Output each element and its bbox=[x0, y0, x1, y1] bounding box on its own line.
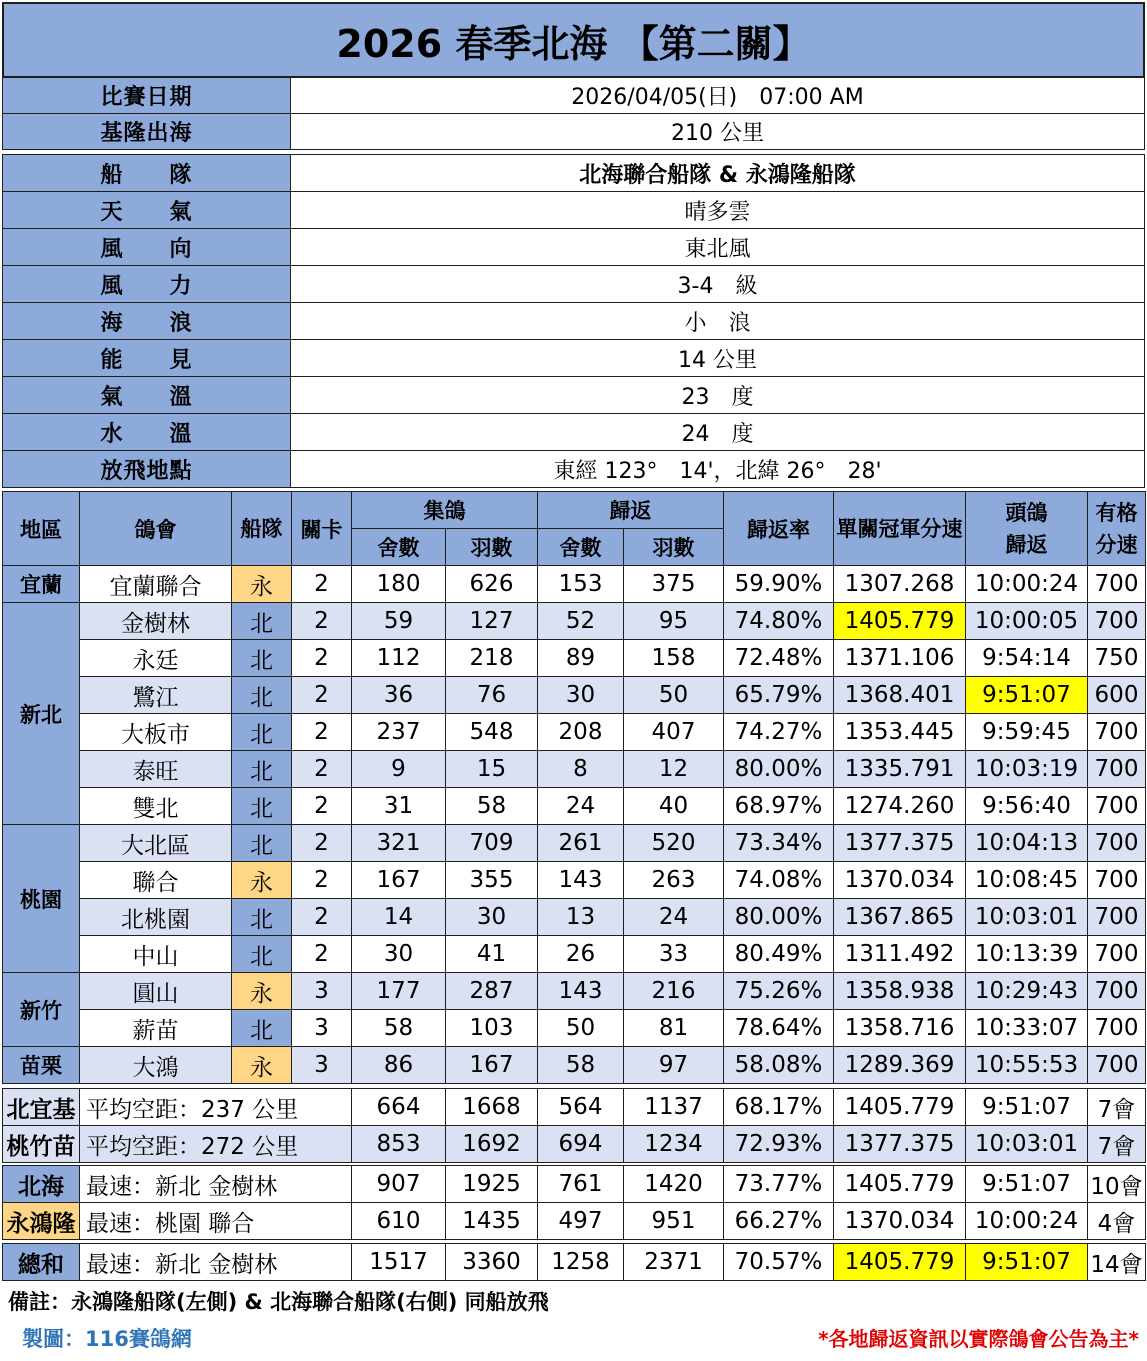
table-row bbox=[3, 899, 1146, 936]
return-birds-cell: 951 bbox=[624, 1203, 724, 1240]
first-bird-cell: 10:00:24 bbox=[966, 566, 1088, 603]
info-label: 氣 溫 bbox=[3, 377, 291, 414]
collect-lofts-cell: 9 bbox=[352, 751, 446, 788]
qualify-cell: 750 bbox=[1088, 640, 1146, 677]
collect-birds-cell: 218 bbox=[446, 640, 538, 677]
return-lofts-cell: 24 bbox=[538, 788, 624, 825]
stage-cell: 2 bbox=[292, 714, 352, 751]
rate-cell: 72.48% bbox=[724, 640, 834, 677]
summary-row bbox=[3, 1166, 1146, 1203]
summary-desc: 最速：新北 金樹林 bbox=[80, 1244, 352, 1281]
return-lofts-cell: 58 bbox=[538, 1047, 624, 1084]
boat-cell: 北 bbox=[232, 751, 292, 788]
speed-cell: 1405.779 bbox=[834, 603, 966, 640]
info-value: 24 度 bbox=[291, 414, 1145, 451]
collect-lofts-cell: 167 bbox=[352, 862, 446, 899]
header-collect-birds: 羽數 bbox=[446, 529, 538, 566]
rate-cell: 74.27% bbox=[724, 714, 834, 751]
area-summary-table bbox=[2, 1088, 1146, 1163]
qualify-cell: 700 bbox=[1088, 973, 1146, 1010]
speed-cell: 1370.034 bbox=[834, 862, 966, 899]
club-cell: 金樹林 bbox=[80, 603, 232, 640]
collect-lofts-cell: 86 bbox=[352, 1047, 446, 1084]
first-bird-cell: 9:54:14 bbox=[966, 640, 1088, 677]
club-cell: 大北區 bbox=[80, 825, 232, 862]
rate-cell: 68.97% bbox=[724, 788, 834, 825]
header-return-lofts: 舍數 bbox=[538, 529, 624, 566]
table-row bbox=[3, 862, 1146, 899]
stage-cell: 2 bbox=[292, 899, 352, 936]
info-row bbox=[3, 340, 1145, 377]
speed-cell: 1368.401 bbox=[834, 677, 966, 714]
info-row bbox=[3, 192, 1145, 229]
rate-cell: 74.08% bbox=[724, 862, 834, 899]
qualify-cell: 700 bbox=[1088, 751, 1146, 788]
summary-desc: 最速：新北 金樹林 bbox=[80, 1166, 352, 1203]
first-bird-cell: 10:00:05 bbox=[966, 603, 1088, 640]
speed-cell: 1358.938 bbox=[834, 973, 966, 1010]
boat-cell: 北 bbox=[232, 1010, 292, 1047]
return-lofts-cell: 26 bbox=[538, 936, 624, 973]
info-row bbox=[3, 303, 1145, 340]
info-value: 東經 123° 14'，北緯 26° 28' bbox=[291, 451, 1145, 488]
stage-cell: 2 bbox=[292, 825, 352, 862]
info-row bbox=[3, 229, 1145, 266]
return-lofts-cell: 89 bbox=[538, 640, 624, 677]
collect-lofts-cell: 59 bbox=[352, 603, 446, 640]
info-row bbox=[3, 377, 1145, 414]
collect-birds-cell: 30 bbox=[446, 899, 538, 936]
rate-cell: 78.64% bbox=[724, 1010, 834, 1047]
qualify-cell: 7會 bbox=[1088, 1089, 1146, 1126]
info-label: 基隆出海 bbox=[3, 114, 291, 150]
info-label: 船 隊 bbox=[3, 155, 291, 192]
conditions-table bbox=[2, 154, 1145, 488]
collect-lofts-cell: 664 bbox=[352, 1089, 446, 1126]
region-cell: 桃園 bbox=[3, 825, 80, 973]
club-cell: 聯合 bbox=[80, 862, 232, 899]
return-birds-cell: 40 bbox=[624, 788, 724, 825]
speed-cell: 1371.106 bbox=[834, 640, 966, 677]
speed-cell: 1405.779 bbox=[834, 1244, 966, 1281]
qualify-cell: 700 bbox=[1088, 1047, 1146, 1084]
first-bird-cell: 10:33:07 bbox=[966, 1010, 1088, 1047]
return-lofts-cell: 694 bbox=[538, 1126, 624, 1163]
return-birds-cell: 95 bbox=[624, 603, 724, 640]
stage-cell: 3 bbox=[292, 1047, 352, 1084]
region-cell: 新北 bbox=[3, 603, 80, 825]
collect-lofts-cell: 180 bbox=[352, 566, 446, 603]
boat-cell: 永 bbox=[232, 1047, 292, 1084]
boat-cell: 北 bbox=[232, 899, 292, 936]
info-value: 210 公里 bbox=[291, 114, 1145, 150]
header-qualify: 有格分速 bbox=[1088, 492, 1146, 566]
return-lofts-cell: 1258 bbox=[538, 1244, 624, 1281]
region-cell: 宜蘭 bbox=[3, 566, 80, 603]
info-value: 晴多雲 bbox=[291, 192, 1145, 229]
results-body bbox=[3, 492, 1146, 1084]
info-row bbox=[3, 155, 1145, 192]
return-birds-cell: 520 bbox=[624, 825, 724, 862]
return-birds-cell: 407 bbox=[624, 714, 724, 751]
return-lofts-cell: 261 bbox=[538, 825, 624, 862]
first-bird-cell: 10:03:01 bbox=[966, 899, 1088, 936]
info-label: 海 浪 bbox=[3, 303, 291, 340]
summary-label: 永鴻隆 bbox=[3, 1203, 80, 1240]
info-row bbox=[3, 78, 1145, 114]
total-summary-table bbox=[2, 1243, 1146, 1281]
rate-cell: 65.79% bbox=[724, 677, 834, 714]
collect-birds-cell: 1435 bbox=[446, 1203, 538, 1240]
page-title: 2026 春季北海 【第二關】 bbox=[3, 3, 1144, 77]
speed-cell: 1307.268 bbox=[834, 566, 966, 603]
collect-birds-cell: 58 bbox=[446, 788, 538, 825]
return-birds-cell: 158 bbox=[624, 640, 724, 677]
return-birds-cell: 375 bbox=[624, 566, 724, 603]
summary-row bbox=[3, 1244, 1146, 1281]
rate-cell: 80.00% bbox=[724, 899, 834, 936]
return-lofts-cell: 564 bbox=[538, 1089, 624, 1126]
collect-lofts-cell: 321 bbox=[352, 825, 446, 862]
collect-lofts-cell: 112 bbox=[352, 640, 446, 677]
return-lofts-cell: 13 bbox=[538, 899, 624, 936]
header-collect: 集鴿 bbox=[352, 492, 538, 529]
credit-label: 製圖：116賽鴿網 bbox=[22, 1327, 192, 1351]
info-label: 放飛地點 bbox=[3, 451, 291, 488]
speed-cell: 1274.260 bbox=[834, 788, 966, 825]
stage-cell: 2 bbox=[292, 603, 352, 640]
return-lofts-cell: 143 bbox=[538, 973, 624, 1010]
collect-birds-cell: 287 bbox=[446, 973, 538, 1010]
stage-cell: 2 bbox=[292, 862, 352, 899]
speed-cell: 1289.369 bbox=[834, 1047, 966, 1084]
return-birds-cell: 216 bbox=[624, 973, 724, 1010]
table-row bbox=[3, 825, 1146, 862]
rate-cell: 75.26% bbox=[724, 973, 834, 1010]
boat-cell: 永 bbox=[232, 566, 292, 603]
collect-birds-cell: 3360 bbox=[446, 1244, 538, 1281]
stage-cell: 2 bbox=[292, 677, 352, 714]
collect-lofts-cell: 177 bbox=[352, 973, 446, 1010]
table-row bbox=[3, 788, 1146, 825]
boat-cell: 北 bbox=[232, 640, 292, 677]
stage-cell: 3 bbox=[292, 1010, 352, 1047]
first-bird-cell: 9:56:40 bbox=[966, 788, 1088, 825]
speed-cell: 1335.791 bbox=[834, 751, 966, 788]
qualify-cell: 700 bbox=[1088, 788, 1146, 825]
collect-birds-cell: 1925 bbox=[446, 1166, 538, 1203]
summary-row bbox=[3, 1203, 1146, 1240]
boat-cell: 北 bbox=[232, 677, 292, 714]
speed-cell: 1353.445 bbox=[834, 714, 966, 751]
summary-row bbox=[3, 1126, 1146, 1163]
club-cell: 泰旺 bbox=[80, 751, 232, 788]
return-lofts-cell: 143 bbox=[538, 862, 624, 899]
info-row bbox=[3, 451, 1145, 488]
summary-label: 北海 bbox=[3, 1166, 80, 1203]
header-speed: 單關冠軍分速 bbox=[834, 492, 966, 566]
collect-lofts-cell: 907 bbox=[352, 1166, 446, 1203]
qualify-cell: 10會 bbox=[1088, 1166, 1146, 1203]
info-value: 小 浪 bbox=[291, 303, 1145, 340]
rate-cell: 59.90% bbox=[724, 566, 834, 603]
header-club: 鴿會 bbox=[80, 492, 232, 566]
collect-lofts-cell: 853 bbox=[352, 1126, 446, 1163]
first-bird-cell: 10:29:43 bbox=[966, 973, 1088, 1010]
collect-birds-cell: 127 bbox=[446, 603, 538, 640]
info-value: 北海聯合船隊 & 永鴻隆船隊 bbox=[291, 155, 1145, 192]
first-bird-cell: 9:51:07 bbox=[966, 1166, 1088, 1203]
header-return-birds: 羽數 bbox=[624, 529, 724, 566]
collect-lofts-cell: 1517 bbox=[352, 1244, 446, 1281]
collect-birds-cell: 103 bbox=[446, 1010, 538, 1047]
qualify-cell: 4會 bbox=[1088, 1203, 1146, 1240]
qualify-cell: 600 bbox=[1088, 677, 1146, 714]
qualify-cell: 700 bbox=[1088, 899, 1146, 936]
summary-label: 北宜基 bbox=[3, 1089, 80, 1126]
header-first: 頭鴿歸返 bbox=[966, 492, 1088, 566]
rate-cell: 66.27% bbox=[724, 1203, 834, 1240]
region-cell: 新竹 bbox=[3, 973, 80, 1047]
boat-cell: 北 bbox=[232, 825, 292, 862]
qualify-cell: 700 bbox=[1088, 603, 1146, 640]
rate-cell: 73.77% bbox=[724, 1166, 834, 1203]
return-lofts-cell: 50 bbox=[538, 1010, 624, 1047]
qualify-cell: 700 bbox=[1088, 566, 1146, 603]
return-lofts-cell: 52 bbox=[538, 603, 624, 640]
stage-cell: 2 bbox=[292, 751, 352, 788]
rate-cell: 68.17% bbox=[724, 1089, 834, 1126]
info-value: 14 公里 bbox=[291, 340, 1145, 377]
collect-lofts-cell: 610 bbox=[352, 1203, 446, 1240]
speed-cell: 1405.779 bbox=[834, 1166, 966, 1203]
return-lofts-cell: 497 bbox=[538, 1203, 624, 1240]
table-row bbox=[3, 1047, 1146, 1084]
table-row bbox=[3, 603, 1146, 640]
rate-cell: 74.80% bbox=[724, 603, 834, 640]
rate-cell: 70.57% bbox=[724, 1244, 834, 1281]
stage-cell: 3 bbox=[292, 973, 352, 1010]
header-return: 歸返 bbox=[538, 492, 724, 529]
speed-cell: 1358.716 bbox=[834, 1010, 966, 1047]
qualify-cell: 7會 bbox=[1088, 1126, 1146, 1163]
first-bird-cell: 9:51:07 bbox=[966, 1244, 1088, 1281]
collect-lofts-cell: 58 bbox=[352, 1010, 446, 1047]
first-bird-cell: 10:55:53 bbox=[966, 1047, 1088, 1084]
qualify-cell: 700 bbox=[1088, 862, 1146, 899]
header-region: 地區 bbox=[3, 492, 80, 566]
info-value: 2026/04/05(日) 07:00 AM bbox=[291, 78, 1145, 114]
stage-cell: 2 bbox=[292, 788, 352, 825]
club-cell: 大鴻 bbox=[80, 1047, 232, 1084]
collect-birds-cell: 626 bbox=[446, 566, 538, 603]
info-label: 風 力 bbox=[3, 266, 291, 303]
info-value: 東北風 bbox=[291, 229, 1145, 266]
collect-birds-cell: 41 bbox=[446, 936, 538, 973]
speed-cell: 1311.492 bbox=[834, 936, 966, 973]
speed-cell: 1377.375 bbox=[834, 825, 966, 862]
table-row bbox=[3, 714, 1146, 751]
boat-cell: 北 bbox=[232, 603, 292, 640]
return-birds-cell: 33 bbox=[624, 936, 724, 973]
collect-birds-cell: 709 bbox=[446, 825, 538, 862]
summary-desc: 平均空距：237 公里 bbox=[80, 1089, 352, 1126]
race-info-table bbox=[2, 77, 1145, 150]
first-bird-cell: 10:04:13 bbox=[966, 825, 1088, 862]
collect-lofts-cell: 31 bbox=[352, 788, 446, 825]
info-value: 23 度 bbox=[291, 377, 1145, 414]
club-cell: 大板市 bbox=[80, 714, 232, 751]
collect-lofts-cell: 30 bbox=[352, 936, 446, 973]
disclaimer-label: *各地歸返資訊以實際鴿會公告為主* bbox=[818, 1327, 1139, 1351]
return-birds-cell: 12 bbox=[624, 751, 724, 788]
collect-birds-cell: 355 bbox=[446, 862, 538, 899]
qualify-cell: 700 bbox=[1088, 936, 1146, 973]
info-value: 3-4 級 bbox=[291, 266, 1145, 303]
summary-label: 總和 bbox=[3, 1244, 80, 1281]
club-cell: 永廷 bbox=[80, 640, 232, 677]
info-row bbox=[3, 114, 1145, 150]
table-row bbox=[3, 677, 1146, 714]
qualify-cell: 700 bbox=[1088, 1010, 1146, 1047]
info-row bbox=[3, 414, 1145, 451]
stage-cell: 2 bbox=[292, 640, 352, 677]
first-bird-cell: 10:08:45 bbox=[966, 862, 1088, 899]
return-birds-cell: 24 bbox=[624, 899, 724, 936]
first-bird-cell: 9:51:07 bbox=[966, 1089, 1088, 1126]
boat-cell: 永 bbox=[232, 862, 292, 899]
rate-cell: 72.93% bbox=[724, 1126, 834, 1163]
speed-cell: 1367.865 bbox=[834, 899, 966, 936]
first-bird-cell: 9:59:45 bbox=[966, 714, 1088, 751]
table-row bbox=[3, 751, 1146, 788]
info-label: 比賽日期 bbox=[3, 78, 291, 114]
return-lofts-cell: 30 bbox=[538, 677, 624, 714]
results-table bbox=[2, 491, 1146, 1084]
club-cell: 雙北 bbox=[80, 788, 232, 825]
collect-lofts-cell: 36 bbox=[352, 677, 446, 714]
collect-birds-cell: 548 bbox=[446, 714, 538, 751]
return-birds-cell: 263 bbox=[624, 862, 724, 899]
return-birds-cell: 81 bbox=[624, 1010, 724, 1047]
rate-cell: 58.08% bbox=[724, 1047, 834, 1084]
summary-row bbox=[3, 1089, 1146, 1126]
speed-cell: 1370.034 bbox=[834, 1203, 966, 1240]
return-lofts-cell: 761 bbox=[538, 1166, 624, 1203]
first-bird-cell: 10:03:19 bbox=[966, 751, 1088, 788]
info-label: 水 溫 bbox=[3, 414, 291, 451]
info-label: 風 向 bbox=[3, 229, 291, 266]
info-row bbox=[3, 266, 1145, 303]
summary-label: 桃竹苗 bbox=[3, 1126, 80, 1163]
boat-cell: 北 bbox=[232, 936, 292, 973]
stage-cell: 2 bbox=[292, 566, 352, 603]
collect-birds-cell: 15 bbox=[446, 751, 538, 788]
first-bird-cell: 10:13:39 bbox=[966, 936, 1088, 973]
team-summary-table bbox=[2, 1165, 1146, 1240]
header-rate: 歸返率 bbox=[724, 492, 834, 566]
collect-birds-cell: 1692 bbox=[446, 1126, 538, 1163]
first-bird-cell: 10:00:24 bbox=[966, 1203, 1088, 1240]
club-cell: 薪苗 bbox=[80, 1010, 232, 1047]
region-cell: 苗栗 bbox=[3, 1047, 80, 1084]
return-birds-cell: 2371 bbox=[624, 1244, 724, 1281]
speed-cell: 1405.779 bbox=[834, 1089, 966, 1126]
club-cell: 宜蘭聯合 bbox=[80, 566, 232, 603]
info-label: 天 氣 bbox=[3, 192, 291, 229]
header-collect-lofts: 舍數 bbox=[352, 529, 446, 566]
return-lofts-cell: 153 bbox=[538, 566, 624, 603]
return-lofts-cell: 208 bbox=[538, 714, 624, 751]
speed-cell: 1377.375 bbox=[834, 1126, 966, 1163]
return-birds-cell: 50 bbox=[624, 677, 724, 714]
header-stage: 關卡 bbox=[292, 492, 352, 566]
info-label: 能 見 bbox=[3, 340, 291, 377]
header-row bbox=[3, 492, 1146, 529]
summary-desc: 最速：桃園 聯合 bbox=[80, 1203, 352, 1240]
header-boat: 船隊 bbox=[232, 492, 292, 566]
summary-desc: 平均空距：272 公里 bbox=[80, 1126, 352, 1163]
first-bird-cell: 9:51:07 bbox=[966, 677, 1088, 714]
qualify-cell: 14會 bbox=[1088, 1244, 1146, 1281]
club-cell: 鷺江 bbox=[80, 677, 232, 714]
boat-cell: 北 bbox=[232, 714, 292, 751]
collect-birds-cell: 167 bbox=[446, 1047, 538, 1084]
collect-birds-cell: 1668 bbox=[446, 1089, 538, 1126]
club-cell: 圓山 bbox=[80, 973, 232, 1010]
rate-cell: 80.49% bbox=[724, 936, 834, 973]
qualify-cell: 700 bbox=[1088, 825, 1146, 862]
return-birds-cell: 1420 bbox=[624, 1166, 724, 1203]
boat-cell: 永 bbox=[232, 973, 292, 1010]
rate-cell: 73.34% bbox=[724, 825, 834, 862]
table-row bbox=[3, 973, 1146, 1010]
boat-cell: 北 bbox=[232, 788, 292, 825]
qualify-cell: 700 bbox=[1088, 714, 1146, 751]
stage-cell: 2 bbox=[292, 936, 352, 973]
club-cell: 北桃園 bbox=[80, 899, 232, 936]
rate-cell: 80.00% bbox=[724, 751, 834, 788]
return-birds-cell: 1137 bbox=[624, 1089, 724, 1126]
return-birds-cell: 1234 bbox=[624, 1126, 724, 1163]
return-birds-cell: 97 bbox=[624, 1047, 724, 1084]
collect-birds-cell: 76 bbox=[446, 677, 538, 714]
footnote: 備註：永鴻隆船隊(左側) & 北海聯合船隊(右側) 同船放飛 bbox=[8, 1290, 549, 1314]
club-cell: 中山 bbox=[80, 936, 232, 973]
table-row bbox=[3, 1010, 1146, 1047]
collect-lofts-cell: 237 bbox=[352, 714, 446, 751]
table-row bbox=[3, 640, 1146, 677]
first-bird-cell: 10:03:01 bbox=[966, 1126, 1088, 1163]
table-row bbox=[3, 936, 1146, 973]
return-lofts-cell: 8 bbox=[538, 751, 624, 788]
title-table bbox=[2, 2, 1145, 78]
collect-lofts-cell: 14 bbox=[352, 899, 446, 936]
table-row bbox=[3, 566, 1146, 603]
